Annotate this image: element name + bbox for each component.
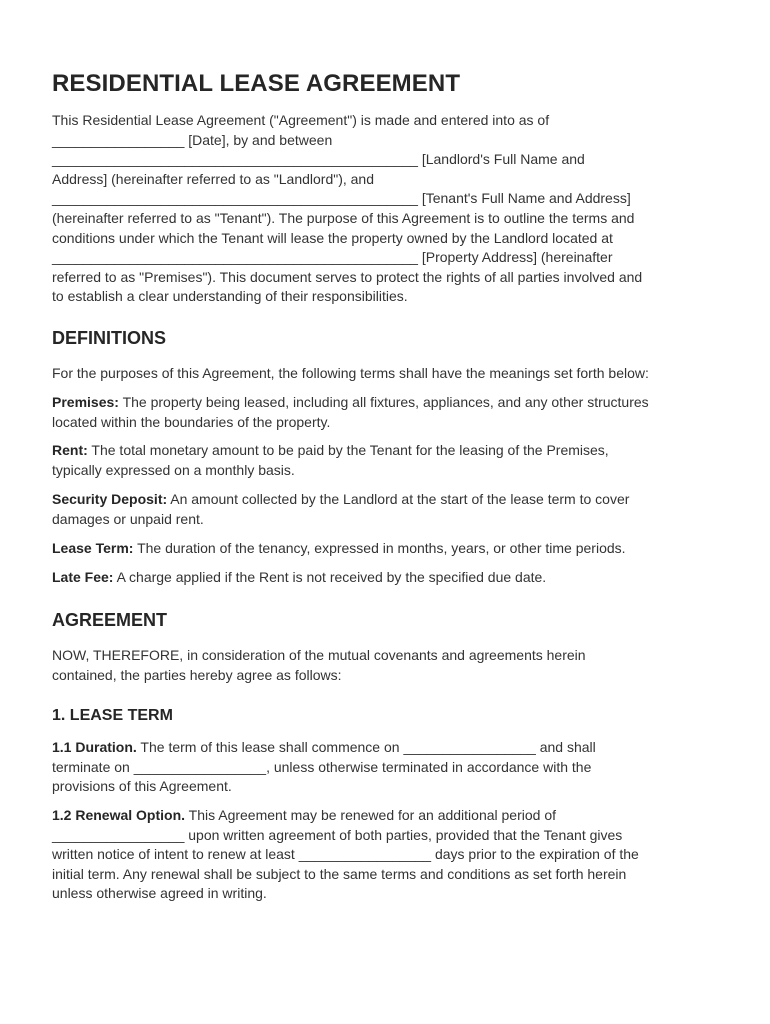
definition-text: The property being leased, including all fixtures, appliances, and any other structures: [118, 394, 649, 410]
intro-line: _______________________________________________ [Landlord's Full Name and: [52, 151, 585, 168]
intro-paragraph: [52, 111, 714, 307]
intro-line: _______________________________________________ [Tenant's Full Name and Address]: [52, 190, 631, 207]
definitions-intro: For the purposes of this Agreement, the following terms shall have the meanings set forth below:: [52, 365, 649, 381]
clause-text: written notice of intent to renew at least _________________ days prior to the expiration of the: [52, 846, 639, 863]
definition-item-late-fee: [52, 568, 714, 588]
clause-text: _________________ upon written agreement of both parties, provided that the Tenant gives: [52, 826, 623, 843]
clause-duration: [52, 738, 714, 797]
clause-renewal-option: [52, 806, 714, 904]
definition-text: typically expressed on a monthly basis.: [52, 461, 295, 478]
definition-item-lease-term: [52, 539, 714, 559]
agreement-paragraph: [52, 646, 714, 685]
intro-line: Address] (hereinafter referred to as "Landlord"), and: [52, 170, 374, 187]
definition-text: An amount collected by the Landlord at the start of the lease term to cover: [167, 491, 630, 507]
clause-text: provisions of this Agreement.: [52, 778, 232, 795]
intro-line: _________________ [Date], by and between: [52, 131, 333, 148]
clause-text: This Agreement may be renewed for an additional period of: [185, 807, 556, 823]
definition-text: The total monetary amount to be paid by the Tenant for the leasing of the Premises,: [87, 442, 609, 458]
clause-text: unless otherwise agreed in writing.: [52, 885, 267, 902]
intro-line: (hereinafter referred to as "Tenant"). The purpose of this Agreement is to outline the terms and: [52, 209, 635, 226]
definition-term: Premises:: [52, 394, 119, 410]
agreement-line: contained, the parties hereby agree as follows:: [52, 666, 342, 683]
definition-term: Late Fee:: [52, 569, 114, 585]
definitions-heading: DEFINITIONS: [52, 328, 167, 348]
lease-term-heading: 1. LEASE TERM: [52, 707, 173, 724]
definition-text: The duration of the tenancy, expressed in months, years, or other time periods.: [133, 540, 626, 556]
agreement-heading: AGREEMENT: [52, 610, 168, 630]
clause-label: 1.1 Duration.: [52, 739, 137, 755]
clause-label: 1.2 Renewal Option.: [52, 807, 186, 823]
definition-term: Rent:: [52, 442, 88, 458]
definition-item-security-deposit: [52, 490, 714, 529]
definition-item-rent: [52, 441, 714, 480]
definition-text: damages or unpaid rent.: [52, 510, 204, 527]
clause-text: terminate on _________________, unless otherwise terminated in accordance with the: [52, 758, 592, 775]
intro-line: conditions under which the Tenant will lease the property owned by the Landlord located at: [52, 229, 613, 246]
definition-text: located within the boundaries of the property.: [52, 413, 331, 430]
agreement-line: NOW, THEREFORE, in consideration of the mutual covenants and agreements herein: [52, 647, 586, 663]
definition-text: A charge applied if the Rent is not received by the specified due date.: [113, 569, 547, 585]
clause-text: The term of this lease shall commence on _________________ and shall: [136, 739, 596, 755]
clause-text: initial term. Any renewal shall be subject to the same terms and conditions as set forth herein: [52, 865, 627, 882]
intro-line: This Residential Lease Agreement ("Agreement") is made and entered into as of: [52, 112, 550, 128]
document-title: RESIDENTIAL LEASE AGREEMENT: [52, 70, 461, 97]
intro-line: referred to as "Premises"). This document serves to protect the rights of all parties involved and: [52, 268, 643, 285]
definition-term: Security Deposit:: [52, 491, 168, 507]
intro-line: to establish a clear understanding of their responsibilities.: [52, 288, 408, 305]
definition-term: Lease Term:: [52, 540, 134, 556]
definition-item-premises: [52, 393, 714, 432]
intro-line: _______________________________________________ [Property Address] (hereinafter: [52, 249, 613, 266]
